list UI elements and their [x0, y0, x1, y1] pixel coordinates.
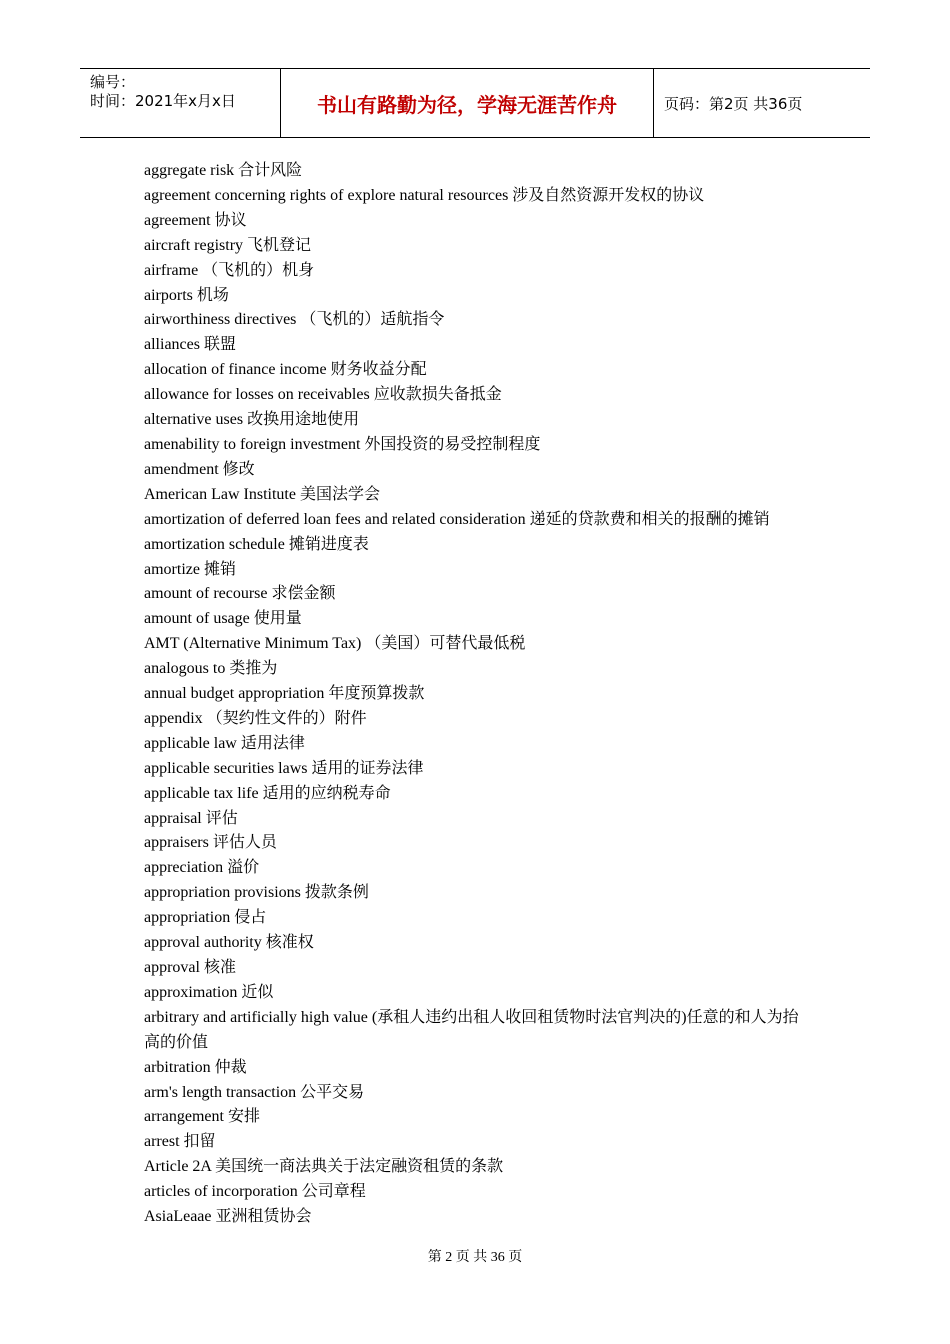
header-page-info: 页码：第2页 共36页 [664, 94, 803, 113]
glossary-entry: aircraft registry 飞机登记 [144, 236, 312, 254]
glossary-list [144, 159, 814, 1230]
glossary-entry: alliances 联盟 [144, 336, 236, 354]
glossary-entry: articles of incorporation 公司章程 [144, 1183, 366, 1201]
glossary-entry: amortize 摊销 [144, 560, 236, 578]
glossary-entry: aggregate risk 合计风险 [144, 162, 303, 179]
glossary-entry: appraisers 评估人员 [144, 834, 277, 852]
glossary-entry: amount of recourse 求偿金额 [144, 585, 336, 603]
glossary-entry: arm's length transaction 公平交易 [144, 1083, 365, 1101]
glossary-entry: analogous to 类推为 [144, 660, 278, 678]
header-meta [80, 69, 281, 137]
glossary-entry: approval authority 核准权 [144, 934, 314, 952]
glossary-entry: approximation 近似 [144, 983, 274, 1001]
glossary-entry: AMT (Alternative Minimum Tax) （美国）可替代最低税 [144, 635, 526, 653]
glossary-entry: Article 2A 美国统一商法典关于法定融资租赁的条款 [144, 1158, 504, 1176]
glossary-entry: approval 核准 [144, 959, 236, 976]
glossary-entry: agreement concerning rights of explore natural resources 涉及自然资源开发权的协议 [144, 186, 705, 204]
glossary-entry: airframe （飞机的）机身 [144, 261, 315, 279]
glossary-entry: amount of usage 使用量 [144, 610, 302, 628]
glossary-entry: airports 机场 [144, 286, 229, 304]
glossary-entry: applicable law 适用法律 [144, 734, 305, 752]
glossary-entry: AsiaLeaae 亚洲租赁协会 [144, 1208, 312, 1226]
page-footer: 第 2 页 共 36 页 [427, 1250, 523, 1265]
glossary-entry: agreement 协议 [144, 211, 247, 229]
glossary-entry: appropriation 侵占 [144, 909, 267, 927]
document-time: 时间：2021年x月x日 [90, 92, 236, 110]
glossary-entry: appreciation 溢价 [144, 859, 260, 877]
glossary-entry: applicable securities laws 适用的证券法律 [144, 759, 424, 777]
glossary-entry: allocation of finance income 财务收益分配 [144, 361, 427, 379]
glossary-entry: applicable tax life 适用的应纳税寿命 [144, 784, 391, 802]
glossary-entry: annual budget appropriation 年度预算拨款 [144, 685, 425, 703]
glossary-entry: appropriation provisions 拨款条例 [144, 884, 369, 902]
glossary-entry: amortization schedule 摊销进度表 [144, 535, 369, 553]
header-motto: 书山有路勤为径，学海无涯苦作舟 [281, 69, 654, 137]
glossary-entry: arbitration 仲裁 [144, 1058, 247, 1076]
glossary-entry: amortization of deferred loan fees and related consideration 递延的贷款费和相关的报酬的摊销 [144, 510, 770, 528]
glossary-entry: arrangement 安排 [144, 1108, 260, 1126]
glossary-entry: airworthiness directives （飞机的）适航指令 [144, 311, 445, 329]
glossary-entry: arbitrary and artificially high value (承租人违约出租人收回租赁物时法官判决的)任意的和人为抬高的价值 [144, 1008, 799, 1051]
glossary-entry: arrest 扣留 [144, 1133, 216, 1151]
glossary-entry: amenability to foreign investment 外国投资的易受控制程度 [144, 435, 541, 453]
glossary-entry: allowance for losses on receivables 应收款损失备抵金 [144, 386, 502, 404]
glossary-entry: amendment 修改 [144, 460, 255, 478]
glossary-entry: American Law Institute 美国法学会 [144, 485, 380, 503]
document-number-label: 编号： [90, 73, 136, 91]
page-header [80, 68, 870, 138]
glossary-entry: appendix （契约性文件的）附件 [144, 709, 367, 727]
glossary-entry: appraisal 评估 [144, 809, 238, 827]
glossary-entry: alternative uses 改换用途地使用 [144, 411, 360, 429]
